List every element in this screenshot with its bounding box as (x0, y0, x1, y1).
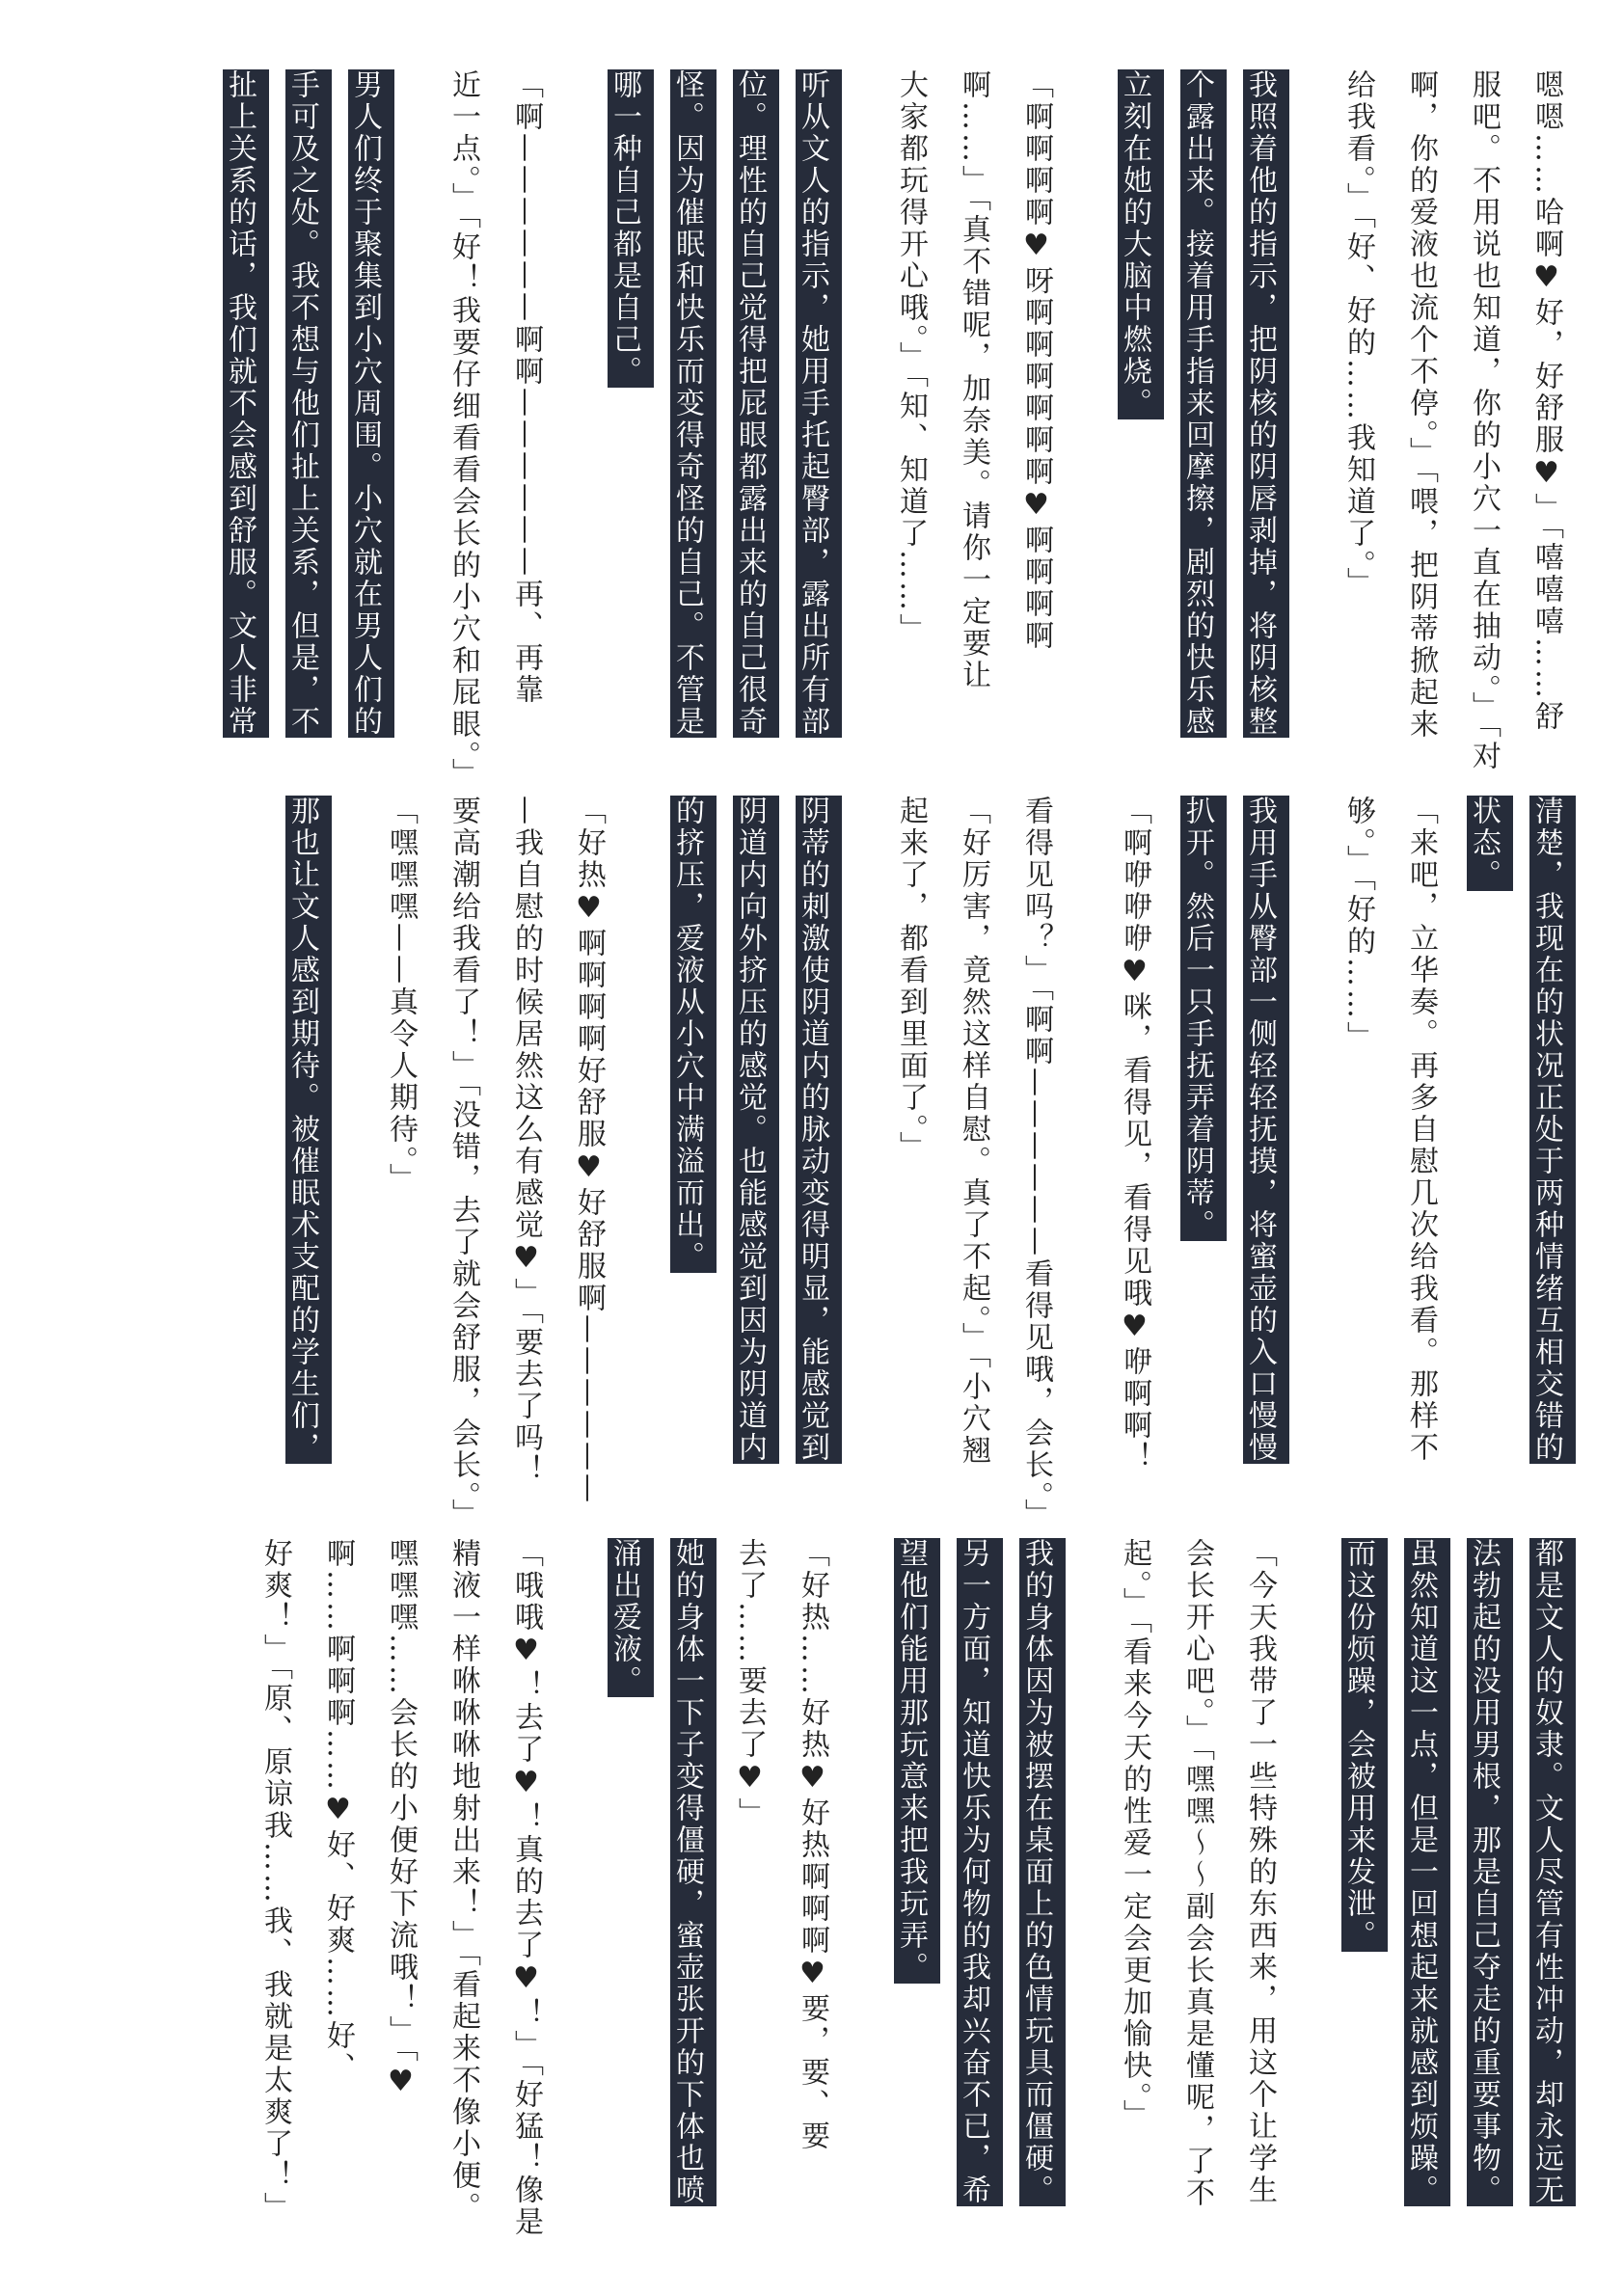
text-column: 「啊啊啊啊♥呀啊啊啊啊啊啊♥啊啊啊啊 (1019, 69, 1053, 652)
text-column: 够。」「好的……」 (1341, 796, 1375, 1053)
text-column: 嘿嘿嘿……会长的小便好下流哦！」「♥ (384, 1538, 418, 2101)
text-column: 我用手从臀部一侧轻轻抚摸，将蜜壶的入口慢慢 (1243, 796, 1289, 1464)
text-column: 要高潮给我看了！」「没错，去了就会舒服，会长。」 (446, 796, 480, 1530)
text-column: 虽然知道这一点，但是一回想起来就感到烦躁。 (1404, 1538, 1450, 2206)
text-column: 服吧。不用说也知道，你的小穴一直在抽动。」「对 (1467, 69, 1501, 772)
text-column: 「今天我带了一些特殊的东西来，用这个让学生 (1243, 1538, 1277, 2206)
text-column: 近一点。」「好！我要仔细看看会长的小穴和屁眼。」 (446, 69, 480, 790)
text-column: 阴道内向外挤压的感觉。也能感觉到因为阴道内 (733, 796, 779, 1464)
text-column: 会长开心吧。」「嘿嘿～～副会长真是懂呢，了不 (1180, 1538, 1214, 2209)
text-column: 立刻在她的大脑中燃烧。 (1118, 69, 1164, 419)
text-column: 起来了，都看到里面了。」 (894, 796, 928, 1163)
text-column: 「好热♥啊啊啊啊好舒服♥好舒服啊—————— (572, 796, 606, 1505)
text-column: 精液一样咻咻咻地射出来！」「看起来不像小便。 (446, 1538, 480, 2224)
text-column: 望他们能用那玩意来把我玩弄。 (894, 1538, 940, 1984)
text-column: 另一方面，知道快乐为何物的我却兴奋不已，希 (957, 1538, 1003, 2206)
text-column: 怪。因为催眠和快乐而变得奇怪的自己。不管是 (670, 69, 717, 738)
text-column: 好爽！」「原、原谅我……我、我就是太爽了！」 (258, 1538, 292, 2224)
text-column: 而这份烦躁，会被用来发泄。 (1341, 1538, 1388, 1952)
text-column: 法勃起的没用男根，那是自己夺走的重要事物。 (1467, 1538, 1513, 2206)
text-column: 扯上关系的话，我们就不会感到舒服。文人非常 (223, 69, 269, 738)
text-column: 「好热……好热♥好热啊啊啊♥要，要、要 (796, 1538, 829, 2152)
text-column: 的挤压，爱液从小穴中满溢而出。 (670, 796, 717, 1273)
text-column: 「嘿嘿嘿——真令人期待。」 (384, 796, 418, 1195)
text-column: 起。」「看来今天的性爱一定会更加愉快。」 (1118, 1538, 1151, 2131)
text-column: 啊，你的爱液也流个不停。」「喂，把阴蒂掀起来 (1404, 69, 1438, 741)
text-column: 「来吧，立华奏。再多自慰几次给我看。那样不 (1404, 796, 1438, 1464)
text-column: 阴蒂的刺激使阴道内的脉动变得明显，能感觉到 (796, 796, 842, 1464)
text-column: 她的身体一下子变得僵硬，蜜壶张开的下体也喷 (670, 1538, 717, 2206)
text-column: 个露出来。接着用手指来回摩擦，剧烈的快乐感 (1180, 69, 1227, 738)
text-column: 去了……要去了♥」 (733, 1538, 767, 1829)
text-column: 都是文人的奴隶。文人尽管有性冲动，却永远无 (1529, 1538, 1576, 2206)
text-column: 手可及之处。我不想与他们扯上关系，但是，不 (285, 69, 332, 738)
text-column: 我照着他的指示，把阴核的阴唇剥掉，将阴核整 (1243, 69, 1289, 738)
text-column: 涌出爱液。 (608, 1538, 654, 1697)
text-column: 「啊咿咿咿♥咪，看得见，看得见哦♥咿啊啊！ (1118, 796, 1151, 1473)
text-column: 位。理性的自己觉得把屁眼都露出来的自己很奇 (733, 69, 779, 738)
text-column: 嗯嗯……哈啊♥好，好舒服♥」「嘻嘻嘻……舒 (1529, 69, 1563, 733)
text-column: 听从文人的指示，她用手托起臀部，露出所有部 (796, 69, 842, 738)
text-column: 扒开。然后一只手抚弄着阴蒂。 (1180, 796, 1227, 1241)
text-column: 那也让文人感到期待。被催眠术支配的学生们， (285, 796, 332, 1464)
text-column: 大家都玩得开心哦。」「知、知道了……」 (894, 69, 928, 645)
text-column: 「啊——————啊啊——————再、再靠 (509, 69, 543, 706)
text-column: 啊……啊啊啊……♥好、好爽……好、 (321, 1538, 355, 2084)
text-column: 我的身体因为被摆在桌面上的色情玩具而僵硬。 (1019, 1538, 1066, 2206)
text-column: 给我看。」「好、好的……我知道了。」 (1341, 69, 1375, 599)
text-column: 看得见吗？」「啊啊——————看得见哦，会长。」 (1019, 796, 1053, 1530)
text-column: —我自慰的时候居然这么有感觉♥」「要去了吗！ (509, 796, 543, 1486)
text-column: 「哦哦♥！去了♥！真的去了♥！」「好猛！像是 (509, 1538, 543, 2238)
text-column: 哪一种自己都是自己。 (608, 69, 654, 388)
text-column: 「好厉害，竟然这样自慰。真了不起。」「小穴翘 (957, 796, 990, 1467)
text-column: 啊……」「真不错呢，加奈美。请你一定要让 (957, 69, 990, 691)
text-column: 男人们终于聚集到小穴周围。小穴就在男人们的 (348, 69, 394, 738)
text-column: 状态。 (1467, 796, 1513, 891)
text-column: 清楚，我现在的状况正处于两种情绪互相交错的 (1529, 796, 1576, 1464)
